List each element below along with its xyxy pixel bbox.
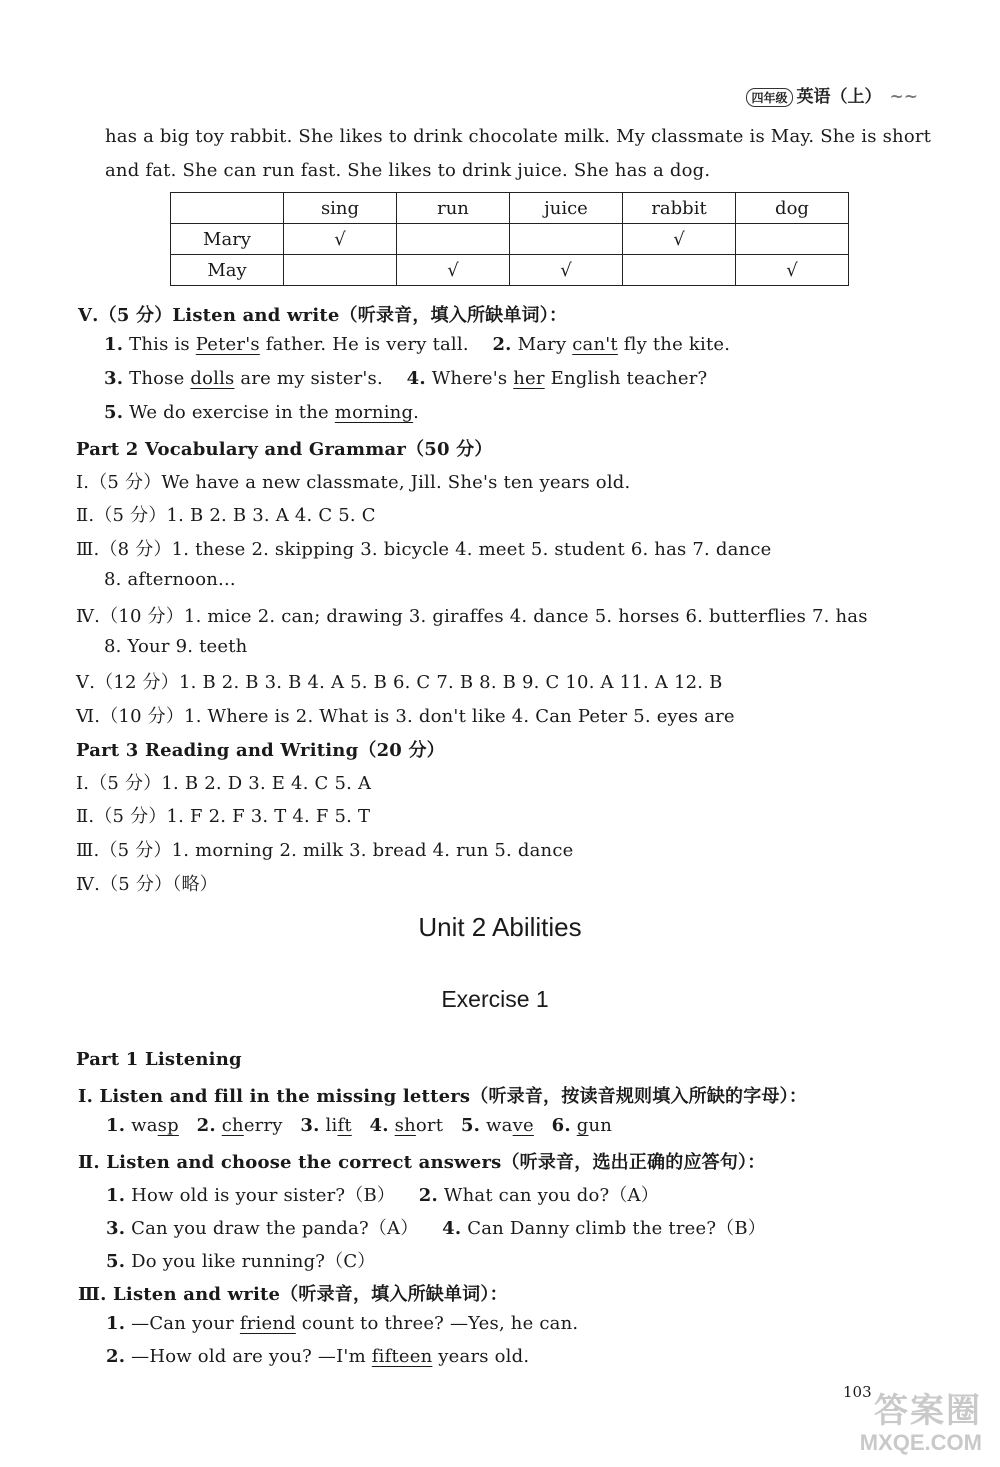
section-heading: Ⅲ. Listen and write（听录音，填入所缺单词）： — [78, 1284, 508, 1305]
page-number: 103 — [843, 1383, 872, 1401]
part-heading: Part 3 Reading and Writing（20 分） — [76, 740, 445, 761]
table-header-cell: dog — [736, 193, 849, 224]
text: ort — [415, 1115, 444, 1136]
item-number: 1. — [106, 1313, 126, 1334]
text: wa — [480, 1115, 513, 1136]
item-number: 2. — [106, 1346, 126, 1367]
table-cell: √ — [736, 255, 849, 286]
answer-line — [106, 1346, 529, 1367]
row-name: Mary — [171, 224, 284, 255]
text: . — [413, 402, 420, 423]
unit-title: Unit 2 Abilities — [418, 912, 582, 942]
table-header-cell — [171, 193, 284, 224]
answer-line: Ⅱ.（5 分）1. B 2. B 3. A 4. C 5. C — [76, 505, 376, 526]
answer-line — [104, 334, 730, 355]
answer-line: Ⅵ.（10 分）1. Where is 2. What is 3. don't like 4. Can Peter 5. eyes are — [76, 706, 735, 727]
text: Do you like running?（C） — [131, 1251, 376, 1272]
text: un — [588, 1115, 613, 1136]
answer-line: 8. Your 9. teeth — [104, 636, 248, 657]
text: years old. — [432, 1346, 530, 1367]
text: —How old are you? —I'm — [125, 1346, 372, 1367]
text: erry — [243, 1115, 283, 1136]
table-header-cell: rabbit — [623, 193, 736, 224]
page-header — [746, 82, 918, 107]
table-header-cell: sing — [284, 193, 397, 224]
item-number: 2. — [492, 334, 512, 355]
item-number: 4. — [406, 368, 426, 389]
answer-line — [106, 1115, 612, 1136]
answer-line: Ⅴ.（12 分）1. B 2. B 3. B 4. A 5. B 6. C 7. B 8. B 9. C 10. A 11. A 12. B — [76, 672, 723, 693]
item-number: 5. — [104, 402, 124, 423]
answer-line — [106, 1313, 578, 1334]
item-number: 2. — [418, 1185, 438, 1206]
item-number: 2. — [196, 1115, 216, 1136]
header-title: 英语（上） — [796, 87, 882, 107]
filled-answer: g — [576, 1115, 589, 1136]
table-cell: √ — [397, 255, 510, 286]
passage-line-1: has a big toy rabbit. She likes to drink chocolate milk. My classmate is May. She is short — [105, 126, 932, 147]
text: Where's — [425, 368, 514, 389]
filled-answer: her — [513, 368, 545, 389]
text: Can Danny climb the tree?（B） — [467, 1218, 767, 1239]
item-number: 1. — [106, 1115, 126, 1136]
watermark-url: MXQE.COM — [859, 1429, 982, 1455]
header-decoration: ~~ — [889, 87, 918, 107]
watermark-cn: 答案圈 — [874, 1392, 982, 1431]
item-number: 3. — [106, 1218, 126, 1239]
table-cell: √ — [284, 224, 397, 255]
item-number: 1. — [106, 1185, 126, 1206]
text: wa — [125, 1115, 158, 1136]
text: Can you draw the panda?（A） — [131, 1218, 419, 1239]
filled-answer: ch — [221, 1115, 244, 1136]
text: are my sister's. — [234, 368, 383, 389]
section-heading: Ⅰ. Listen and fill in the missing letters（听录音，按读音规则填入所缺的字母）： — [78, 1086, 808, 1107]
answer-line: Ⅳ.（10 分）1. mice 2. can; drawing 3. giraffes 4. dance 5. horses 6. butterflies 7. has — [76, 606, 868, 627]
table-header-cell: juice — [510, 193, 623, 224]
table-cell: √ — [510, 255, 623, 286]
filled-answer: morning — [334, 402, 414, 423]
text: —Can your — [125, 1313, 240, 1334]
answer-line — [104, 402, 419, 423]
row-name: May — [171, 255, 284, 286]
text: count to three? —Yes, he can. — [295, 1313, 579, 1334]
watermark — [860, 1393, 982, 1455]
item-number: 4. — [442, 1218, 462, 1239]
filled-answer: dolls — [190, 368, 235, 389]
filled-answer: friend — [239, 1313, 296, 1334]
section-heading: Ⅴ.（5 分）Listen and write（听录音，填入所缺单词）： — [78, 305, 568, 326]
text: father. He is very tall. — [259, 334, 469, 355]
filled-answer: sh — [394, 1115, 416, 1136]
text: li — [319, 1115, 338, 1136]
item-number: 3. — [104, 368, 124, 389]
text: Mary — [511, 334, 573, 355]
item-number: 5. — [460, 1115, 481, 1136]
passage-line-2: and fat. She can run fast. She likes to drink juice. She has a dog. — [105, 160, 711, 181]
text: This is — [123, 334, 196, 355]
table-cell — [284, 255, 397, 286]
item-number: 3. — [300, 1115, 320, 1136]
text: English teacher? — [544, 368, 708, 389]
answer-line: Ⅲ.（5 分）1. morning 2. milk 3. bread 4. run 5. dance — [76, 840, 574, 861]
table-header-row — [171, 193, 849, 224]
answer-table — [170, 192, 849, 286]
grade-badge: 四年级 — [746, 88, 792, 107]
filled-answer: sp — [157, 1115, 179, 1136]
table-cell — [736, 224, 849, 255]
item-number: 4. — [369, 1115, 389, 1136]
table-row — [171, 224, 849, 255]
filled-answer: ve — [512, 1115, 534, 1136]
answer-line: Ⅰ.（5 分）We have a new classmate, Jill. She's ten years old. — [76, 472, 631, 493]
table-header-cell: run — [397, 193, 510, 224]
table-cell — [397, 224, 510, 255]
answer-line — [106, 1247, 376, 1273]
part-heading: Part 1 Listening — [76, 1049, 242, 1070]
answer-line — [104, 368, 707, 389]
filled-answer: can't — [572, 334, 618, 355]
table-cell — [510, 224, 623, 255]
table-cell — [623, 255, 736, 286]
text: fly the kite. — [617, 334, 731, 355]
section-heading: Ⅱ. Listen and choose the correct answers（听录音，选出正确的应答句）： — [78, 1152, 766, 1173]
item-number: 6. — [551, 1115, 571, 1136]
answer-line — [106, 1214, 766, 1240]
text: Those — [123, 368, 191, 389]
part-heading: Part 2 Vocabulary and Grammar（50 分） — [76, 439, 493, 460]
exercise-title: Exercise 1 — [441, 986, 549, 1012]
answer-line: 8. afternoon... — [104, 569, 236, 590]
filled-answer: ft — [337, 1115, 352, 1136]
text: We do exercise in the — [123, 402, 335, 423]
filled-answer: Peter's — [195, 334, 260, 355]
item-number: 5. — [106, 1251, 126, 1272]
answer-line: Ⅳ.（5 分）（略） — [76, 874, 218, 895]
text: What can you do?（A） — [443, 1185, 659, 1206]
answer-line: Ⅰ.（5 分）1. B 2. D 3. E 4. C 5. A — [76, 773, 372, 794]
table-row — [171, 255, 849, 286]
answer-line — [106, 1181, 659, 1207]
item-number: 1. — [104, 334, 124, 355]
table-cell: √ — [623, 224, 736, 255]
text: How old is your sister?（B） — [131, 1185, 396, 1206]
answer-line: Ⅲ.（8 分）1. these 2. skipping 3. bicycle 4. meet 5. student 6. has 7. dance — [76, 539, 772, 560]
filled-answer: fifteen — [371, 1346, 433, 1367]
answer-line: Ⅱ.（5 分）1. F 2. F 3. T 4. F 5. T — [76, 806, 371, 827]
